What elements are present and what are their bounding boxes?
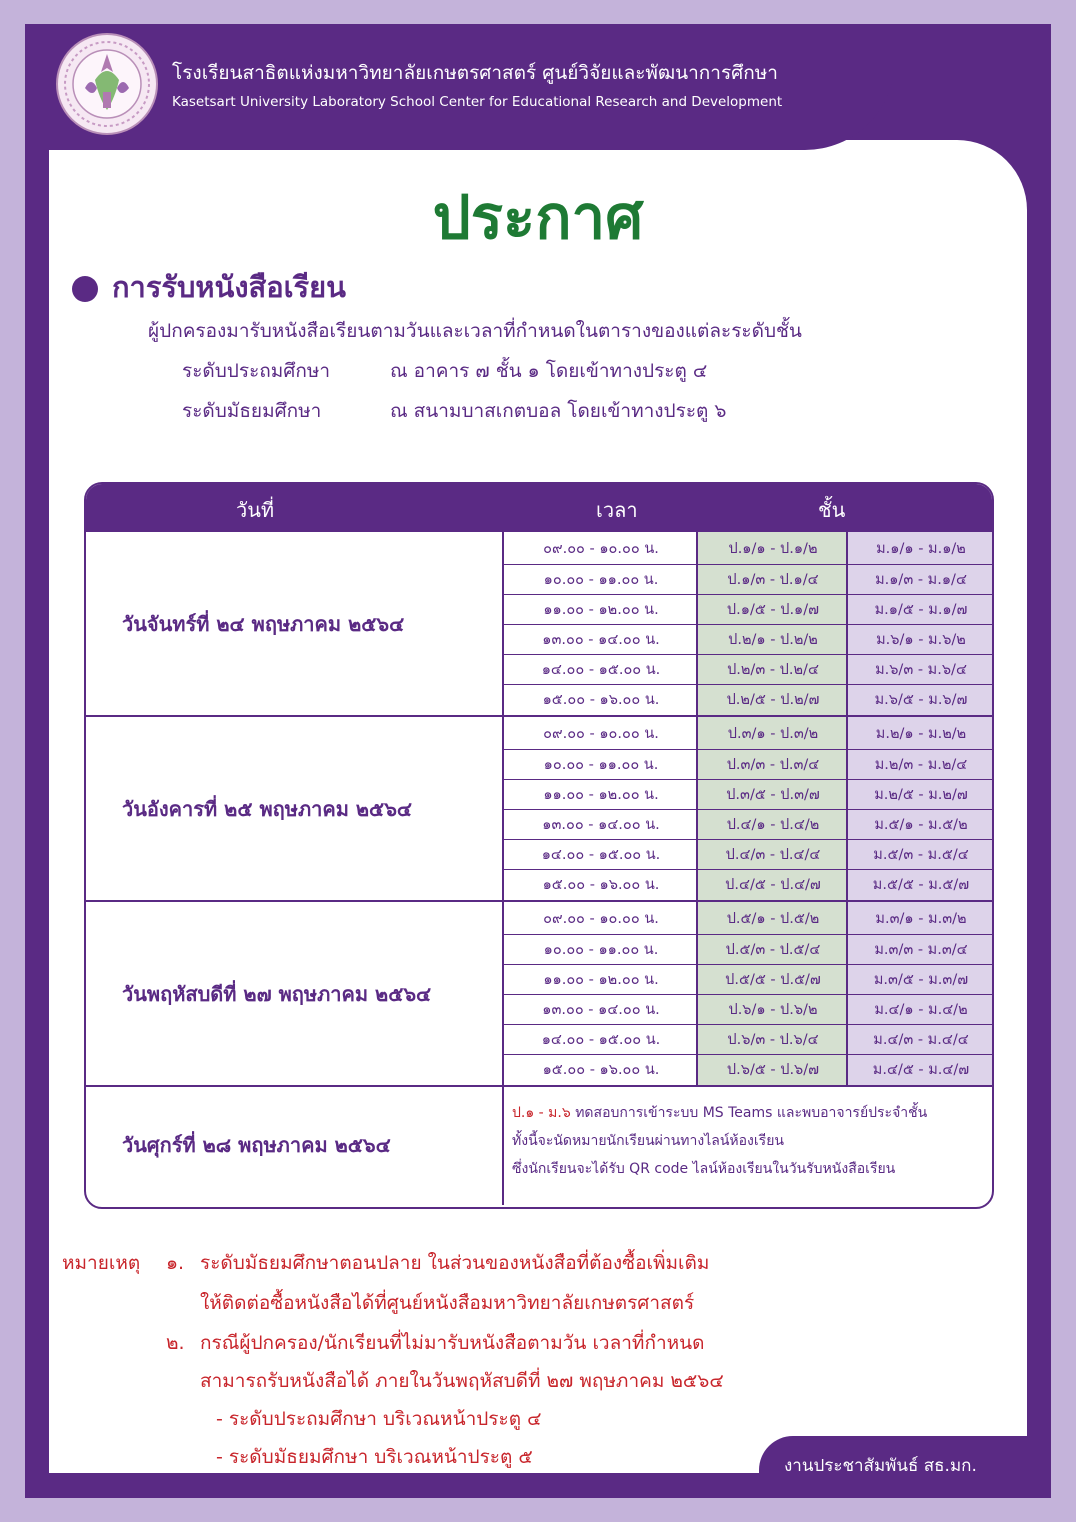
time-cell: ๐๙.๐๐ - ๑๐.๐๐ น. (543, 541, 659, 557)
table-header-row (86, 484, 992, 530)
secondary-class-cell: ม.๕/๕ - ม.๕/๗ (848, 869, 994, 898)
day-label: วันจันทร์ที่ ๒๔ พฤษภาคม ๒๕๖๔ (86, 530, 502, 715)
note-2-sub-2: - ระดับมัธยมศึกษา บริเวณหน้าประตู ๕ (216, 1446, 533, 1468)
header-day: วันที่ (236, 498, 275, 522)
primary-class-cell: ป.๕/๑ - ป.๕/๒ (726, 911, 820, 927)
location-place-primary: ณ อาคาร ๗ ชั้น ๑ โดยเข้าทางประตู ๔ (390, 360, 708, 382)
secondary-class-cell: ม.๔/๕ - ม.๔/๗ (848, 1054, 994, 1083)
secondary-class-column (846, 715, 994, 902)
time-cell: ๑๕.๐๐ - ๑๖.๐๐ น. (504, 1054, 698, 1083)
primary-class-cell: ป.๖/๑ - ป.๖/๒ (698, 994, 848, 1023)
notes-label: หมายเหตุ (62, 1252, 141, 1274)
section-subtitle: การรับหนังสือเรียน (112, 270, 346, 304)
primary-class-cell: ป.๓/๑ - ป.๓/๒ (727, 726, 819, 742)
time-cell: ๐๙.๐๐ - ๑๐.๐๐ น. (543, 911, 659, 927)
header-class: ชั้น (818, 498, 846, 522)
primary-class-column (696, 715, 848, 902)
time-cell: ๑๔.๐๐ - ๑๕.๐๐ น. (504, 1024, 698, 1053)
primary-class-cell: ป.๑/๑ - ป.๑/๒ (728, 541, 818, 557)
primary-class-cell: ป.๑/๓ - ป.๑/๔ (698, 564, 848, 593)
note-2-number: ๒. (166, 1332, 185, 1354)
school-seal-icon (55, 32, 159, 136)
secondary-class-cell: ม.๕/๑ - ม.๕/๒ (848, 809, 994, 838)
announcement-title: ประกาศ (432, 183, 644, 253)
note-2-line-1: กรณีผู้ปกครอง/นักเรียนที่ไม่มารับหนังสือตามวัน เวลาที่กำหนด (200, 1332, 705, 1354)
primary-class-cell: ป.๔/๑ - ป.๔/๒ (698, 809, 848, 838)
pr-department: งานประชาสัมพันธ์ สธ.มก. (784, 1456, 977, 1476)
primary-class-cell: ป.๕/๓ - ป.๕/๔ (698, 934, 848, 963)
time-cell: ๑๐.๐๐ - ๑๑.๐๐ น. (504, 564, 698, 593)
secondary-class-column (846, 530, 994, 717)
note-2-sub-1: - ระดับประถมศึกษา บริเวณหน้าประตู ๔ (216, 1408, 542, 1430)
time-column (502, 530, 698, 717)
location-level-primary: ระดับประถมศึกษา (182, 360, 331, 382)
primary-class-cell: ป.๔/๓ - ป.๔/๔ (698, 839, 848, 868)
time-column (502, 900, 698, 1087)
friday-note-text-1: ทดสอบการเข้าระบบ MS Teams และพบอาจารย์ประจำชั้น (570, 1105, 928, 1121)
secondary-class-cell: ม.๑/๓ - ม.๑/๔ (848, 564, 994, 593)
primary-class-cell: ป.๖/๓ - ป.๖/๔ (698, 1024, 848, 1053)
primary-class-column (696, 900, 848, 1087)
secondary-class-cell: ม.๑/๑ - ม.๑/๒ (876, 541, 966, 557)
time-column (502, 715, 698, 902)
primary-class-cell: ป.๕/๕ - ป.๕/๗ (698, 964, 848, 993)
secondary-class-cell: ม.๑/๕ - ม.๑/๗ (848, 594, 994, 623)
primary-class-cell: ป.๑/๕ - ป.๑/๗ (698, 594, 848, 623)
time-cell: ๑๔.๐๐ - ๑๕.๐๐ น. (504, 839, 698, 868)
primary-class-cell: ป.๖/๕ - ป.๖/๗ (698, 1054, 848, 1083)
note-1-number: ๑. (166, 1252, 185, 1274)
intro-text: ผู้ปกครองมารับหนังสือเรียนตามวันและเวลาที่กำหนดในตารางของแต่ละระดับชั้น (148, 320, 802, 342)
day-label: วันอังคารที่ ๒๕ พฤษภาคม ๒๕๖๔ (86, 715, 502, 900)
friday-note (512, 1099, 927, 1183)
secondary-class-cell: ม.๔/๑ - ม.๔/๒ (848, 994, 994, 1023)
time-cell: ๑๓.๐๐ - ๑๔.๐๐ น. (504, 809, 698, 838)
time-cell: ๑๐.๐๐ - ๑๑.๐๐ น. (504, 934, 698, 963)
secondary-class-cell: ม.๓/๓ - ม.๓/๔ (848, 934, 994, 963)
friday-note-line-2: ทั้งนี้จะนัดหมายนักเรียนผ่านทางไลน์ห้องเรียน (512, 1133, 784, 1149)
time-cell: ๑๓.๐๐ - ๑๔.๐๐ น. (504, 994, 698, 1023)
secondary-class-cell: ม.๖/๑ - ม.๖/๒ (848, 624, 994, 653)
secondary-class-cell: ม.๒/๑ - ม.๒/๒ (875, 726, 967, 742)
note-2-line-2: สามารถรับหนังสือได้ ภายในวันพฤหัสบดีที่ ๒๗ พฤษภาคม ๒๕๖๔ (200, 1370, 724, 1392)
note-1-line-1: ระดับมัธยมศึกษาตอนปลาย ในส่วนของหนังสือที่ต้องซื้อเพิ่มเติม (200, 1252, 710, 1274)
primary-class-cell: ป.๓/๓ - ป.๓/๔ (698, 749, 848, 778)
primary-class-column (696, 530, 848, 717)
primary-class-cell: ป.๒/๑ - ป.๒/๒ (698, 624, 848, 653)
friday-note-line-1 (512, 1099, 927, 1127)
secondary-class-cell: ม.๒/๓ - ม.๒/๔ (848, 749, 994, 778)
primary-class-cell: ป.๓/๕ - ป.๓/๗ (698, 779, 848, 808)
time-cell: ๑๕.๐๐ - ๑๖.๐๐ น. (504, 869, 698, 898)
school-name-english: Kasetsart University Laboratory School Center for Educational Research and Development (172, 94, 783, 110)
secondary-class-cell: ม.๒/๕ - ม.๒/๗ (848, 779, 994, 808)
primary-class-cell: ป.๔/๕ - ป.๔/๗ (698, 869, 848, 898)
header-time: เวลา (596, 498, 638, 522)
time-cell: ๑๑.๐๐ - ๑๒.๐๐ น. (504, 779, 698, 808)
time-cell: ๑๑.๐๐ - ๑๒.๐๐ น. (504, 964, 698, 993)
secondary-class-cell: ม.๕/๓ - ม.๕/๔ (848, 839, 994, 868)
time-cell: ๑๕.๐๐ - ๑๖.๐๐ น. (504, 684, 698, 713)
location-place-secondary: ณ สนามบาสเกตบอล โดยเข้าทางประตู ๖ (390, 400, 727, 422)
time-cell: ๑๔.๐๐ - ๑๕.๐๐ น. (504, 654, 698, 683)
day-label: วันพฤหัสบดีที่ ๒๗ พฤษภาคม ๒๕๖๔ (86, 900, 502, 1085)
schedule-table (84, 482, 994, 1209)
secondary-class-cell: ม.๖/๓ - ม.๖/๔ (848, 654, 994, 683)
secondary-class-cell: ม.๓/๑ - ม.๓/๒ (875, 911, 967, 927)
time-cell: ๑๑.๐๐ - ๑๒.๐๐ น. (504, 594, 698, 623)
secondary-class-cell: ม.๔/๓ - ม.๔/๔ (848, 1024, 994, 1053)
day-label: วันศุกร์ที่ ๒๘ พฤษภาคม ๒๕๖๔ (86, 1085, 502, 1203)
bullet-dot (72, 276, 98, 302)
secondary-class-cell: ม.๓/๕ - ม.๓/๗ (848, 964, 994, 993)
secondary-class-cell: ม.๖/๕ - ม.๖/๗ (848, 684, 994, 713)
time-cell: ๐๙.๐๐ - ๑๐.๐๐ น. (543, 726, 659, 742)
note-1-line-2: ให้ติดต่อซื้อหนังสือได้ที่ศูนย์หนังสือมหาวิทยาลัยเกษตรศาสตร์ (200, 1292, 695, 1314)
primary-class-cell: ป.๒/๕ - ป.๒/๗ (698, 684, 848, 713)
secondary-class-column (846, 900, 994, 1087)
school-name-thai: โรงเรียนสาธิตแห่งมหาวิทยาลัยเกษตรศาสตร์ ศูนย์วิจัยและพัฒนาการศึกษา (172, 62, 778, 84)
location-level-secondary: ระดับมัธยมศึกษา (182, 400, 322, 422)
friday-note-line-3: ซึ่งนักเรียนจะได้รับ QR code ไลน์ห้องเรียนในวันรับหนังสือเรียน (512, 1161, 896, 1177)
friday-note-lead: ป.๑ - ม.๖ (512, 1105, 571, 1121)
time-cell: ๑๐.๐๐ - ๑๑.๐๐ น. (504, 749, 698, 778)
time-cell: ๑๓.๐๐ - ๑๔.๐๐ น. (504, 624, 698, 653)
primary-class-cell: ป.๒/๓ - ป.๒/๔ (698, 654, 848, 683)
